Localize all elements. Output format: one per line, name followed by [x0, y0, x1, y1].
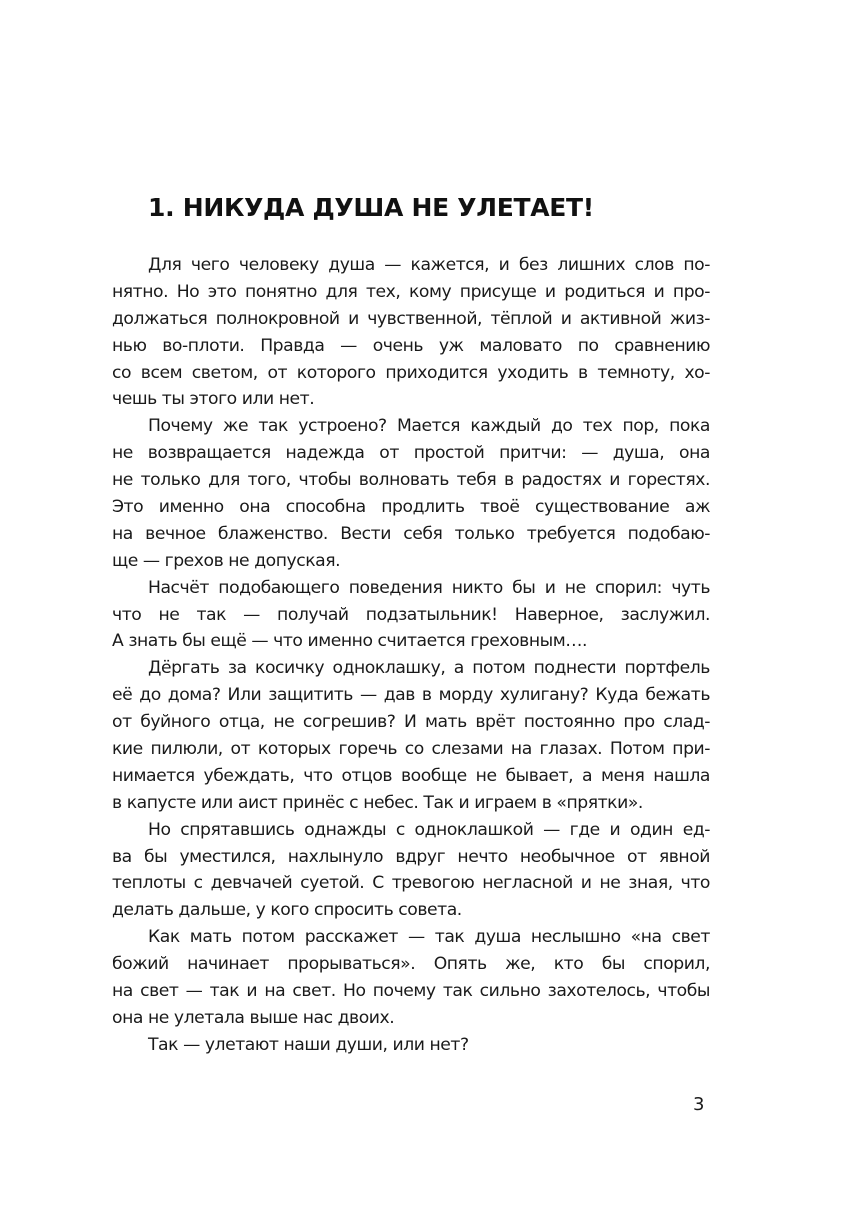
chapter-title: 1. НИКУДА ДУША НЕ УЛЕТАЕТ!	[148, 193, 594, 222]
text-line: Как мать потом расскажет — так душа неслышно «на свет	[148, 927, 710, 948]
text-line: теплоты с девчачей суетой. С тревогою негласной и не зная, что	[112, 873, 710, 894]
text-line: Дёргать за косичку одноклашку, а потом поднести портфель	[148, 658, 710, 679]
text-line: в капусте или аист принёс с небес. Так и играем в «прятки».	[112, 792, 643, 813]
text-line: не возвращается надежда от простой притчи: — душа, она	[112, 443, 710, 464]
text-line: Почему же так устроено? Мается каждый до тех пор, пока	[148, 416, 710, 437]
text-line: Для чего человеку душа — кажется, и без лишних слов по-	[148, 255, 710, 275]
text-line: Так — улетают наши души, или нет?	[148, 1034, 469, 1055]
text-line: должаться полнокровной и чувственной, тёплой и активной жиз-	[112, 308, 710, 329]
text-line: нимается убеждать, что отцов вообще не бывает, а меня нашла	[112, 765, 710, 786]
page-number: 3	[693, 1094, 705, 1115]
text-line: ва бы уместился, нахлынуло вдруг нечто необычное от явной	[112, 846, 710, 867]
text-line: нятно. Но это понятно для тех, кому присуще и родиться и про-	[112, 281, 710, 302]
text-line: нью во-плоти. Правда — очень уж маловато по сравнению	[112, 335, 710, 356]
text-line: А знать бы ещё — что именно считается греховным….	[112, 631, 587, 652]
text-line: от буйного отца, не согрешив? И мать врёт постоянно про слад-	[112, 712, 710, 733]
text-line: божий начинает прорываться». Опять же, кто бы спорил,	[112, 954, 710, 975]
text-line: чешь ты этого или нет.	[112, 389, 315, 410]
text-line: делать дальше, у кого спросить совета.	[112, 900, 462, 921]
text-line: на свет — так и на свет. Но почему так сильно захотелось, чтобы	[112, 981, 710, 1002]
text-line: её до дома? Или защитить — дав в морду хулигану? Куда бежать	[112, 685, 710, 706]
text-line: она не улетала выше нас двоих.	[112, 1007, 395, 1028]
text-line: Это именно она способна продлить твоё существование аж	[112, 497, 710, 518]
text-line: со всем светом, от которого приходится уходить в темноту, хо-	[112, 362, 710, 383]
text-line: на вечное блаженство. Вести себя только требуется подобаю-	[112, 523, 710, 544]
text-line: Насчёт подобающего поведения никто бы и не спорил: чуть	[148, 577, 710, 598]
text-line: кие пилюли, от которых горечь со слезами на глазах. Потом при-	[112, 739, 710, 760]
text-line: не только для того, чтобы волновать тебя в радостях и горестях.	[112, 470, 710, 491]
text-line: что не так — получай подзатыльник! Наверное, заслужил.	[112, 604, 710, 625]
chapter-body	[112, 252, 710, 1059]
text-line: Но спрятавшись однажды с одноклашкой — где и один ед-	[148, 819, 710, 840]
text-line: ще — грехов не допуская.	[112, 550, 341, 571]
